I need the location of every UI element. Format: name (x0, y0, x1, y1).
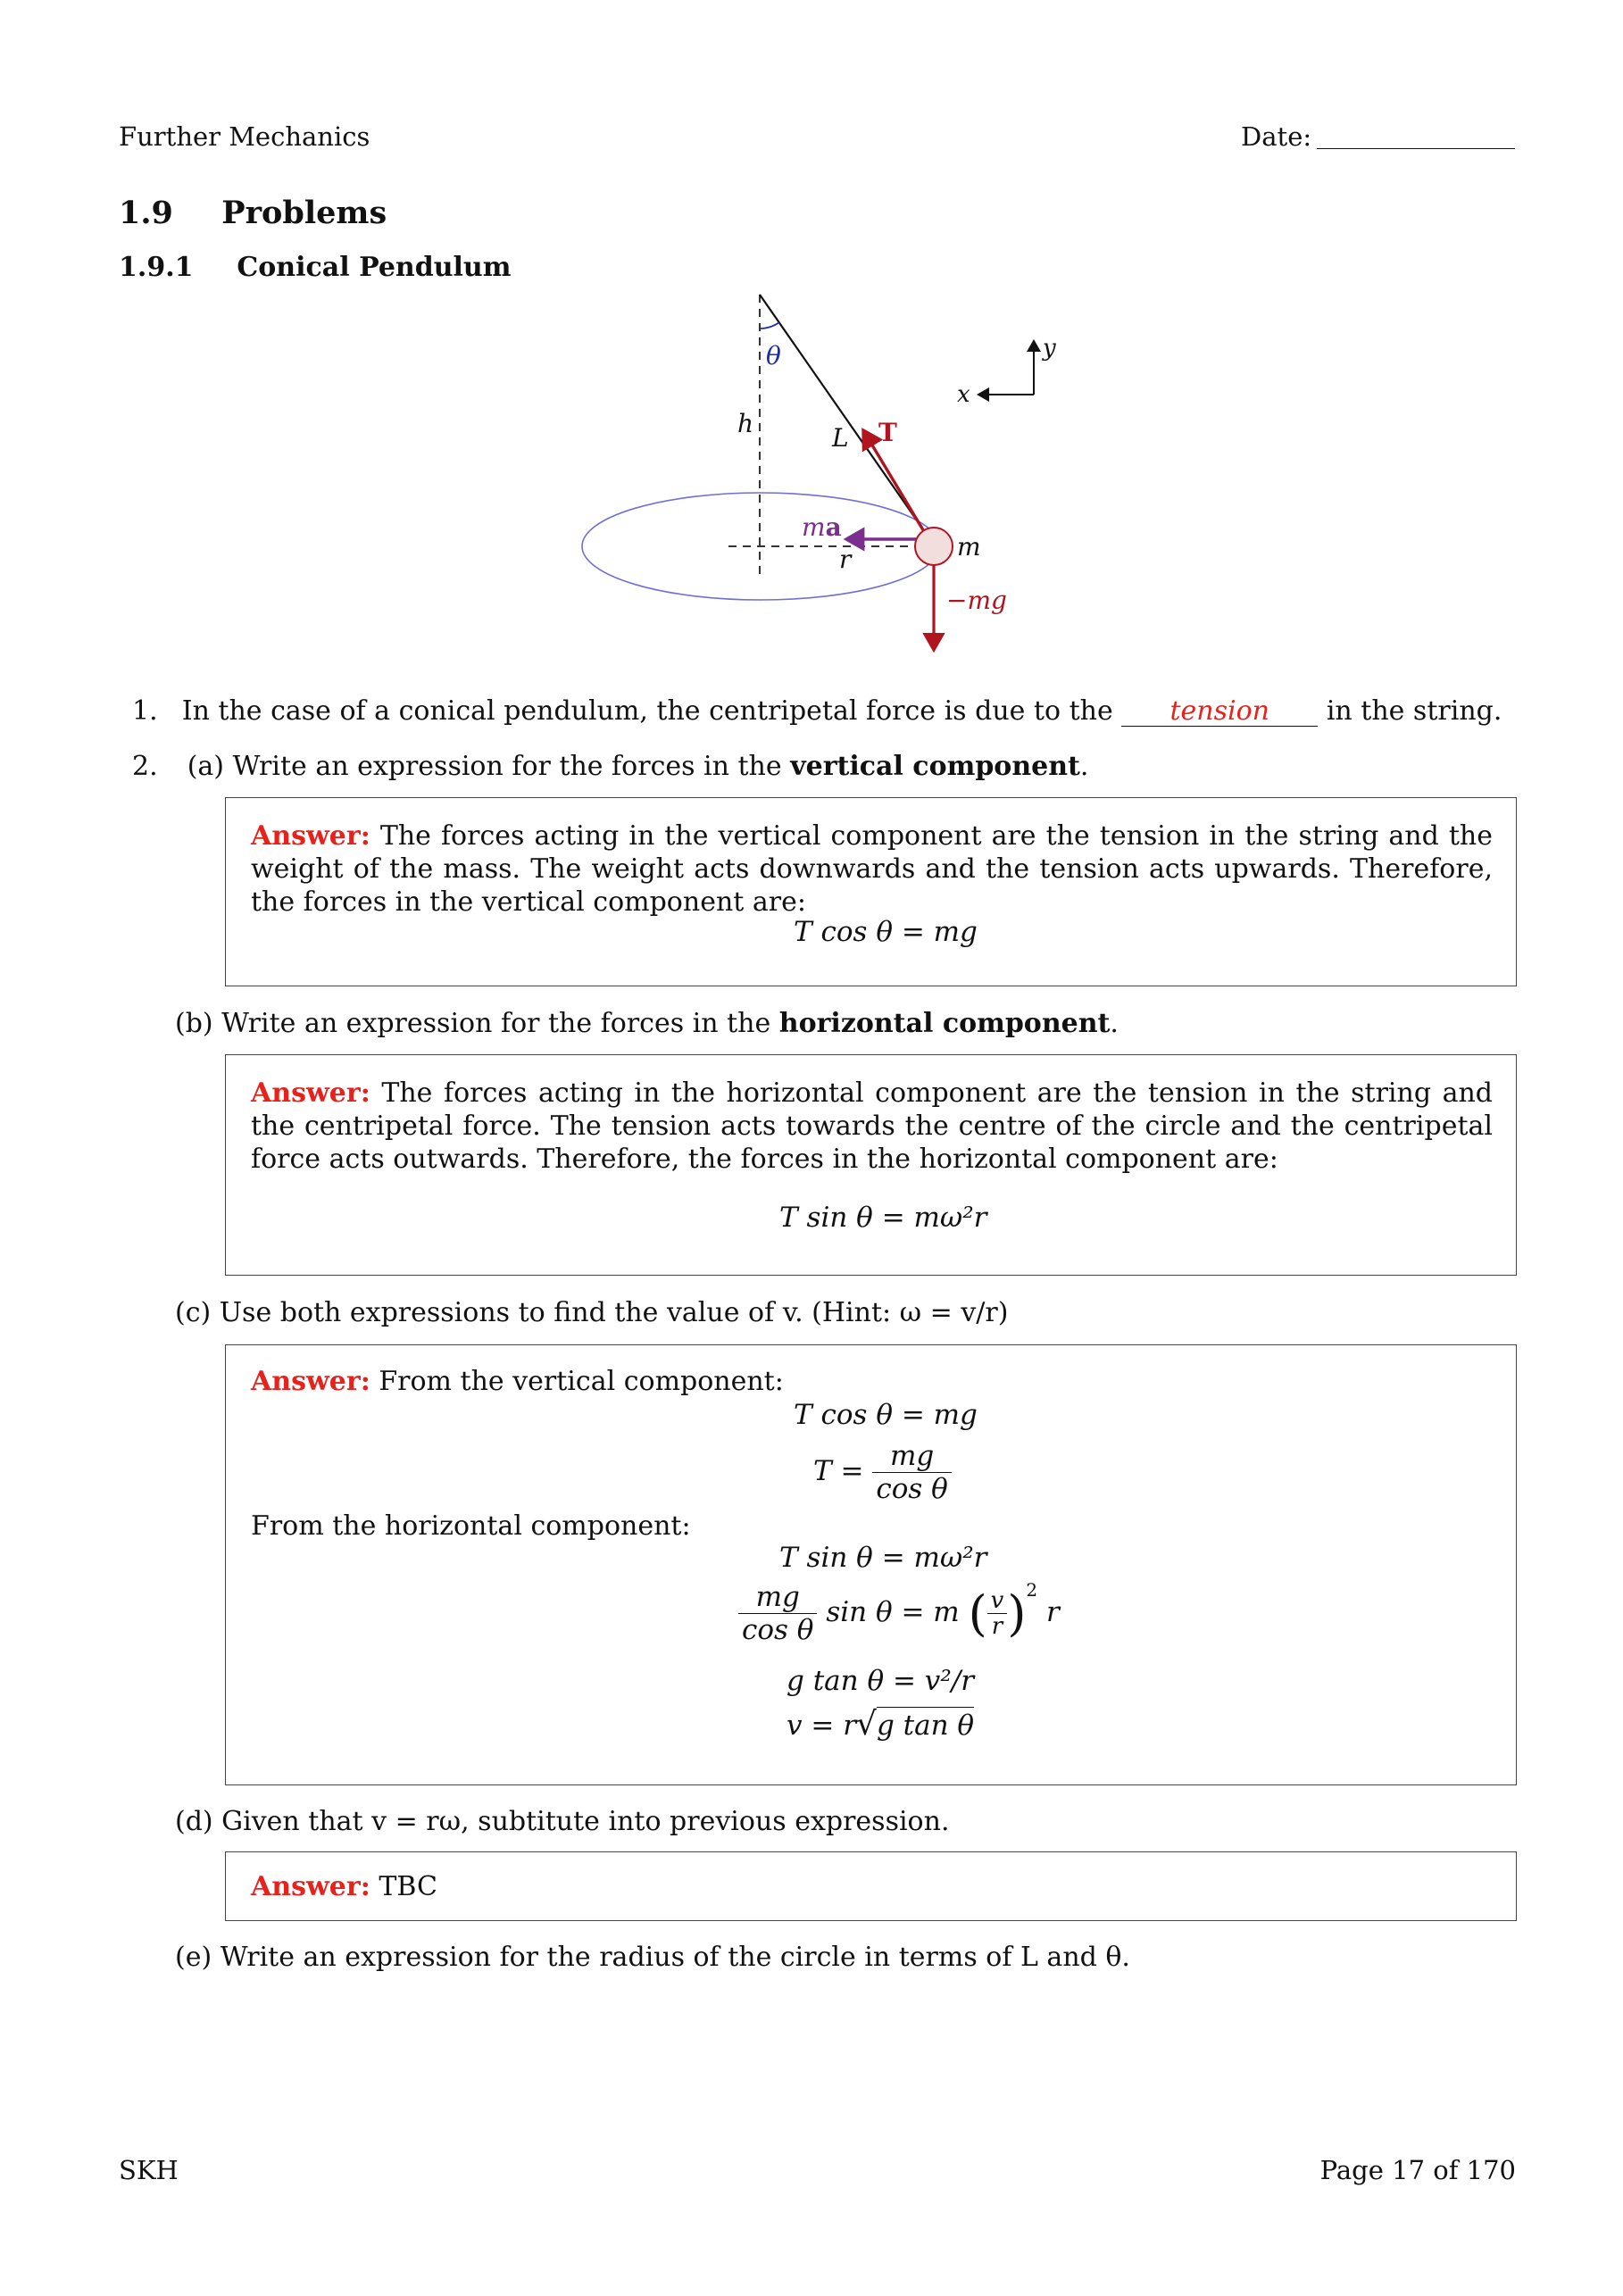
L-label: L (832, 423, 849, 453)
footer-page-number: Page 17 of 170 (1319, 2155, 1516, 2185)
h-label: h (737, 409, 754, 438)
question-2b (175, 1007, 1119, 1041)
subsection-title: Conical Pendulum (237, 252, 512, 283)
eq4-fraction-left (738, 1581, 817, 1646)
q2b-text-after: . (1110, 1008, 1119, 1039)
y-axis-label: y (1043, 335, 1056, 362)
equation-2a: T cos θ = mg (794, 916, 978, 948)
eq2-denominator: cos θ (876, 1473, 948, 1505)
conical-pendulum-diagram (0, 0, 1623, 678)
answer-2c-intro (251, 1365, 784, 1398)
equation-2b: T sin θ = mω²r (779, 1202, 987, 1234)
q2e-label: (e) (175, 1942, 212, 1973)
eq4-inner-denominator: r (991, 1613, 1003, 1640)
ma-label (802, 512, 842, 542)
answer-box-2b (225, 1054, 1517, 1276)
q1-blank-answer: tension (1121, 697, 1318, 727)
q2-number: 2. (132, 751, 158, 782)
angle-arc (760, 322, 779, 329)
eq4-inner-numerator: v (987, 1588, 1008, 1614)
radical-sign: √ (856, 1706, 877, 1743)
answer-2a-label: Answer: (251, 820, 370, 852)
theta-label: θ (766, 341, 781, 370)
string-line (760, 295, 931, 541)
ma-a: a (825, 512, 842, 542)
equation-2c-2 (813, 1440, 952, 1505)
q2a-text-bold: vertical component (790, 751, 1080, 782)
answer-2b-label: Answer: (251, 1077, 370, 1109)
ma-m: m (802, 512, 826, 542)
q2c-label: (c) (175, 1297, 212, 1328)
q2e-text: Write an expression for the radius of the circle in terms of L and θ. (220, 1942, 1130, 1973)
question-2a (132, 750, 1088, 784)
question-2e (175, 1941, 1130, 1975)
q2a-text-after: . (1079, 751, 1089, 782)
q2b-text-bold: horizontal component (778, 1008, 1111, 1039)
question-2d (175, 1805, 949, 1839)
answer-2c-label: Answer: (251, 1366, 370, 1397)
q1-text-before: In the case of a conical pendulum, the centripetal force is due to the (181, 695, 1113, 727)
equation-2c-1: T cos θ = mg (794, 1399, 978, 1431)
eq6-radicand: g tan θ (877, 1707, 974, 1742)
equation-2c-4 (738, 1579, 1060, 1646)
q2d-text: Given that v = rω, subtitute into previous expression. (221, 1806, 950, 1837)
r-label: r (839, 545, 852, 574)
q1-text-after: in the string. (1326, 695, 1502, 727)
x-axis-label: x (957, 381, 970, 408)
answer-2b-text: The forces acting in the horizontal component are the tension in the string and the centripetal force. The tension acts towards the centre of the circle and the centripetal force acts outwards. Therefore, the forces in the horizontal component are: (251, 1077, 1493, 1175)
q1-number: 1. (132, 695, 158, 727)
pendulum-bob (915, 528, 953, 565)
answer-2c-from-horizontal: From the horizontal component: (251, 1510, 691, 1542)
running-header-title: Further Mechanics (119, 121, 370, 152)
answer-2d-paragraph (251, 1870, 437, 1903)
eq4-middle: sin θ = m (826, 1596, 960, 1628)
answer-2b-paragraph (251, 1077, 1493, 1176)
section-number: 1.9 (119, 195, 173, 231)
equation-2c-3: T sin θ = mω²r (779, 1542, 987, 1574)
answer-2c-from-vertical: From the vertical component: (379, 1366, 784, 1397)
eq4-numerator: mg (738, 1581, 817, 1614)
eq2-fraction (872, 1440, 951, 1505)
eq2-numerator: mg (872, 1440, 951, 1473)
equation-2c-5: g tan θ = v²/r (787, 1665, 975, 1697)
eq4-paren-close: ) (1007, 1585, 1027, 1642)
answer-box-2d (225, 1851, 1517, 1921)
answer-2a-paragraph (251, 819, 1493, 919)
eq4-exponent: 2 (1026, 1579, 1038, 1601)
question-1 (132, 695, 1502, 728)
q2a-label: (a) (187, 751, 225, 782)
answer-2d-text: TBC (379, 1871, 437, 1902)
eq2-lhs: T = (813, 1455, 864, 1487)
eq4-denominator: cos θ (742, 1614, 814, 1646)
eq4-paren-open: ( (968, 1585, 987, 1642)
answer-box-2a (225, 797, 1517, 986)
eq4-fraction-inner (987, 1588, 1008, 1639)
answer-2a-text: The forces acting in the vertical component are the tension in the string and the weight of the mass. The weight acts downwards and the tension acts upwards. Therefore, the forces in the vertical component are: (251, 820, 1493, 918)
footer-author: SKH (119, 2155, 179, 2185)
q2b-text: Write an expression for the forces in the (221, 1008, 771, 1039)
q2d-label: (d) (175, 1806, 213, 1837)
T-label: T (878, 418, 897, 447)
m-label: m (957, 532, 981, 562)
subsection-number: 1.9.1 (119, 252, 194, 283)
eq6-lhs: v = r (787, 1710, 857, 1742)
date-label: Date: (1241, 121, 1312, 152)
eq4-end: r (1046, 1596, 1060, 1628)
q2c-text: Use both expressions to find the value of v. (Hint: ω = v/r) (219, 1297, 1009, 1328)
answer-box-2c (225, 1344, 1517, 1785)
answer-2d-label: Answer: (251, 1871, 370, 1902)
q2b-label: (b) (175, 1008, 213, 1039)
question-2c (175, 1296, 1008, 1330)
q2a-text: Write an expression for the forces in the (232, 751, 782, 782)
section-title: Problems (221, 195, 387, 231)
neg-mg-label: −mg (946, 586, 1007, 615)
equation-2c-6 (787, 1706, 974, 1743)
